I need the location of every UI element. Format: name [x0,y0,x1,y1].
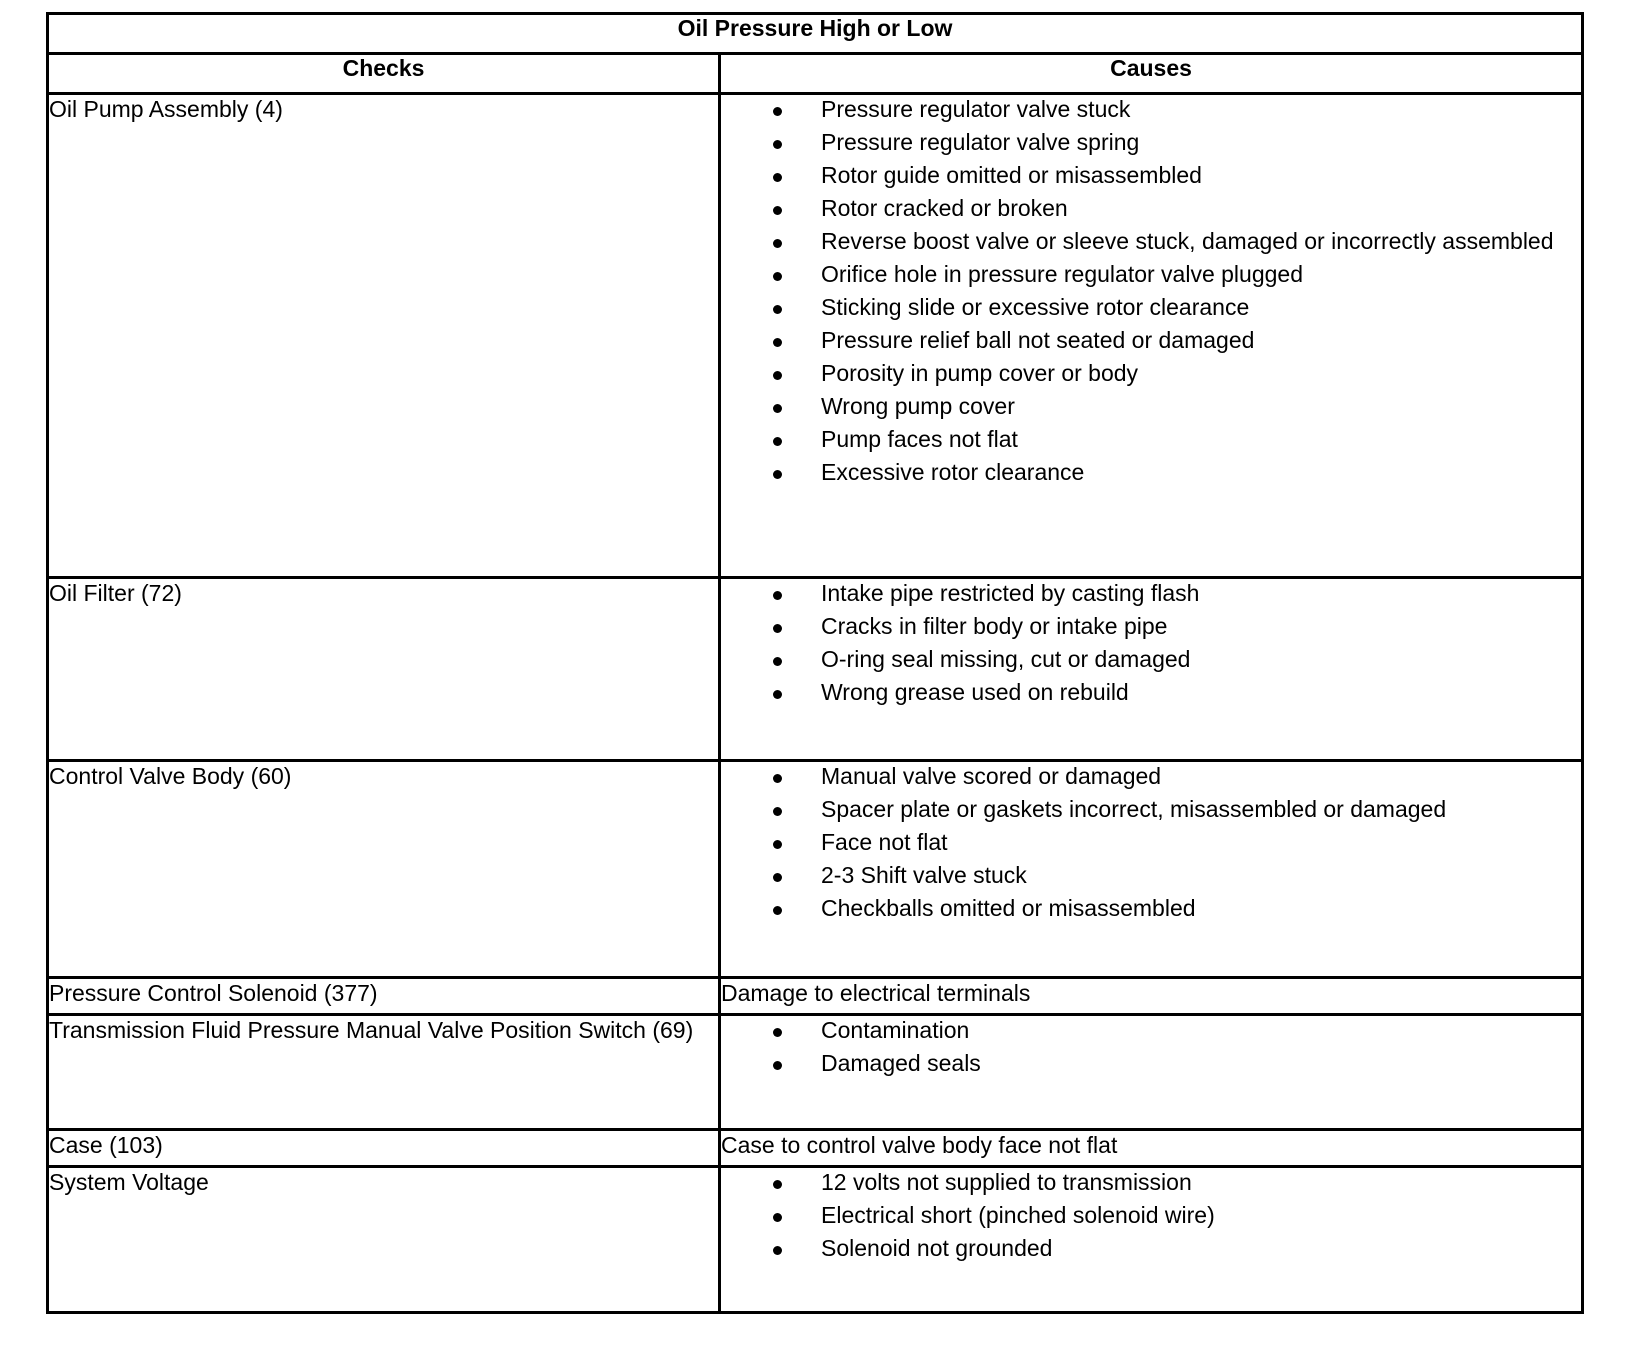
cause-item: Reverse boost valve or sleeve stuck, damaged or incorrectly assembled [721,227,1581,256]
cause-cell: Case to control valve body face not flat [720,1130,1583,1167]
table-title: Oil Pressure High or Low [48,14,1583,54]
table-row [48,1130,1583,1167]
cause-item: Pressure relief ball not seated or damaged [721,326,1581,355]
cause-item: Pressure regulator valve spring [721,128,1581,157]
bullet-icon [773,107,782,116]
cause-item: Cracks in filter body or intake pipe [721,612,1581,641]
cause-item: Spacer plate or gaskets incorrect, misassembled or damaged [721,795,1581,824]
cause-item: O-ring seal missing, cut or damaged [721,645,1581,674]
cause-cell: Damage to electrical terminals [720,978,1583,1015]
bullet-icon [773,272,782,281]
check-cell: Case (103) [48,1130,720,1167]
cause-item: Contamination [721,1016,1581,1045]
cause-item: Manual valve scored or damaged [721,762,1581,791]
bullet-icon [773,774,782,783]
bullet-icon [773,873,782,882]
bullet-icon [773,470,782,479]
cause-item: Solenoid not grounded [721,1234,1581,1263]
causes-cell [720,1167,1583,1313]
bullet-icon [773,1246,782,1255]
table-row [48,94,1583,578]
bullet-icon [773,1028,782,1037]
table-row [48,978,1583,1015]
check-cell: Oil Filter (72) [48,578,720,761]
bullet-icon [773,690,782,699]
cause-item: Sticking slide or excessive rotor clearance [721,293,1581,322]
bullet-icon [773,1180,782,1189]
causes-list [721,579,1581,707]
bullet-icon [773,657,782,666]
check-cell: Oil Pump Assembly (4) [48,94,720,578]
bullet-icon [773,1213,782,1222]
cause-item: Pump faces not flat [721,425,1581,454]
table-row [48,1167,1583,1313]
bullet-icon [773,305,782,314]
bullet-icon [773,591,782,600]
check-cell: Pressure Control Solenoid (377) [48,978,720,1015]
diagnosis-table [46,12,1584,1314]
table-row [48,761,1583,978]
checks-column-header: Checks [48,54,720,94]
cause-item: 2-3 Shift valve stuck [721,861,1581,890]
cause-item: Intake pipe restricted by casting flash [721,579,1581,608]
bullet-icon [773,404,782,413]
bullet-icon [773,624,782,633]
cause-item: Orifice hole in pressure regulator valve plugged [721,260,1581,289]
bullet-icon [773,807,782,816]
bullet-icon [773,437,782,446]
table-row [48,1015,1583,1130]
cause-item: Face not flat [721,828,1581,857]
cause-item: Porosity in pump cover or body [721,359,1581,388]
causes-list [721,762,1581,923]
bullet-icon [773,840,782,849]
causes-list [721,1168,1581,1263]
causes-cell [720,1015,1583,1130]
bullet-icon [773,206,782,215]
bullet-icon [773,140,782,149]
cause-item: Electrical short (pinched solenoid wire) [721,1201,1581,1230]
cause-item: Excessive rotor clearance [721,458,1581,487]
check-cell: System Voltage [48,1167,720,1313]
bullet-icon [773,338,782,347]
causes-cell [720,578,1583,761]
cause-item: Wrong grease used on rebuild [721,678,1581,707]
bullet-icon [773,906,782,915]
bullet-icon [773,371,782,380]
cause-item: Checkballs omitted or misassembled [721,894,1581,923]
table-row [48,578,1583,761]
cause-item: Pressure regulator valve stuck [721,95,1581,124]
causes-cell [720,94,1583,578]
bullet-icon [773,1061,782,1070]
bullet-icon [773,239,782,248]
cause-item: Damaged seals [721,1049,1581,1078]
causes-column-header: Causes [720,54,1583,94]
causes-list [721,95,1581,487]
cause-item: 12 volts not supplied to transmission [721,1168,1581,1197]
causes-list [721,1016,1581,1078]
bullet-icon [773,173,782,182]
check-cell: Transmission Fluid Pressure Manual Valve Position Switch (69) [48,1015,720,1130]
cause-item: Rotor cracked or broken [721,194,1581,223]
cause-item: Wrong pump cover [721,392,1581,421]
causes-cell [720,761,1583,978]
cause-item: Rotor guide omitted or misassembled [721,161,1581,190]
check-cell: Control Valve Body (60) [48,761,720,978]
